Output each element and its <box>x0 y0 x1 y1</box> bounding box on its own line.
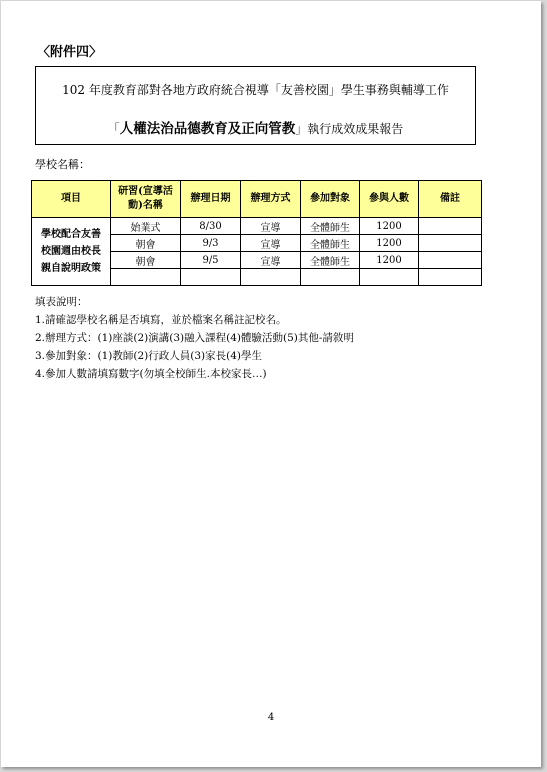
title-suffix: 」執行成效成果報告 <box>295 122 404 136</box>
page-number: 4 <box>267 712 275 723</box>
title-line-2 <box>36 117 475 137</box>
activity-cell <box>111 269 181 286</box>
remarks-cell <box>419 252 482 269</box>
title-bold-topic: 人權法治品德教育及正向管教 <box>119 121 296 137</box>
school-name-label: 學校名稱： <box>35 158 90 171</box>
title-line-1: 102 年度教育部對各地方政府統合視導「友善校園」學生事務與輔導工作 <box>62 83 449 97</box>
header-remarks: 備註 <box>419 181 482 218</box>
table-header-row <box>32 181 482 218</box>
activity-cell: 朝會 <box>111 252 181 269</box>
count-cell: 1200 <box>360 252 419 269</box>
participants-cell <box>301 269 360 286</box>
participants-cell: 全體師生 <box>301 252 360 269</box>
attachment-label: 〈附件四〉 <box>37 45 103 60</box>
document-page <box>1 1 541 767</box>
project-cell <box>32 218 111 286</box>
date-cell <box>181 269 241 286</box>
header-item: 項目 <box>32 181 111 218</box>
report-table <box>31 180 482 286</box>
header-method: 辦理方式 <box>241 181 301 218</box>
project-line: 親自說明政策 <box>41 263 101 274</box>
count-cell <box>360 269 419 286</box>
table-row <box>32 218 482 235</box>
instruction-line: 2.辦理方式：(1)座談(2)演講(3)融入課程(4)體驗活動(5)其他-請敘明 <box>35 332 354 344</box>
method-cell: 宣導 <box>241 235 301 252</box>
instructions-heading: 填表說明： <box>35 296 88 308</box>
method-cell <box>241 269 301 286</box>
instruction-line: 4.參加人數請填寫數字(勿填全校師生.本校家長…) <box>35 368 267 380</box>
project-line: 學校配合友善 <box>41 229 101 240</box>
project-line: 校園週由校長 <box>41 246 101 257</box>
instructions <box>35 293 354 383</box>
header-count: 參與人數 <box>360 181 419 218</box>
date-cell: 8/30 <box>181 218 241 235</box>
remarks-cell <box>419 235 482 252</box>
date-cell: 9/5 <box>181 252 241 269</box>
activity-cell: 朝會 <box>111 235 181 252</box>
remarks-cell <box>419 269 482 286</box>
count-cell: 1200 <box>360 218 419 235</box>
instruction-line: 1.請確認學校名稱是否填寫，並於檔案名稱註記校名。 <box>35 314 287 326</box>
header-activity-name: 研習(宣導活動)名稱 <box>111 181 181 218</box>
count-cell: 1200 <box>360 235 419 252</box>
date-cell: 9/3 <box>181 235 241 252</box>
title-box <box>35 66 476 145</box>
instruction-line: 3.參加對象：(1)教師(2)行政人員(3)家長(4)學生 <box>35 350 263 362</box>
participants-cell: 全體師生 <box>301 218 360 235</box>
header-participants: 參加對象 <box>301 181 360 218</box>
title-open-bracket: 「 <box>107 122 120 136</box>
method-cell: 宣導 <box>241 218 301 235</box>
header-date: 辦理日期 <box>181 181 241 218</box>
remarks-cell <box>419 218 482 235</box>
participants-cell: 全體師生 <box>301 235 360 252</box>
method-cell: 宣導 <box>241 252 301 269</box>
activity-cell: 始業式 <box>111 218 181 235</box>
